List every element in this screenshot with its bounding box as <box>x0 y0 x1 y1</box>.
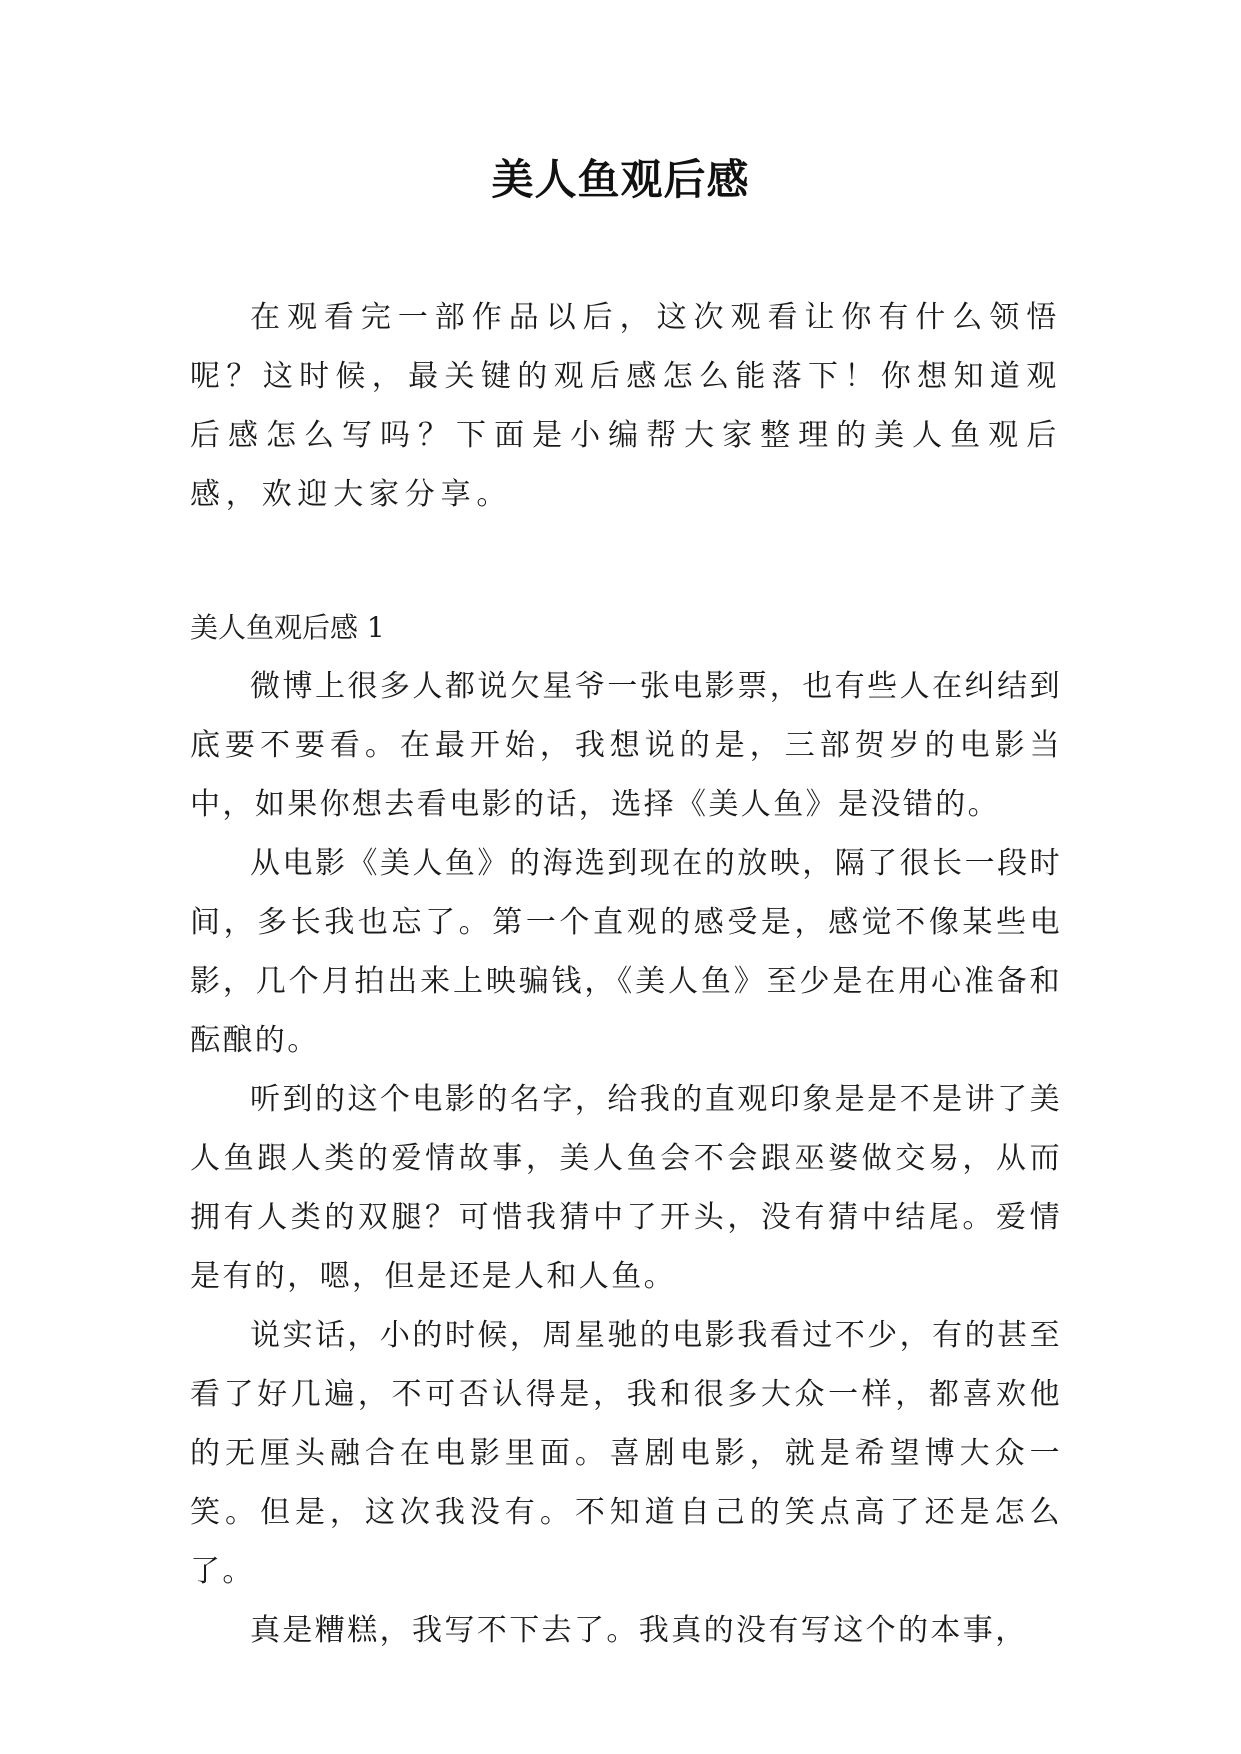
body-paragraph: 听到的这个电影的名字，给我的直观印象是是不是讲了美人鱼跟人类的爱情故事，美人鱼会不会跟巫婆做交易，从而拥有人类的双腿？可惜我猜中了开头，没有猜中结尾。爱情是有的，嗯，但是还是人和人鱼。 <box>190 1082 1062 1294</box>
body-paragraph: 微博上很多人都说欠星爷一张电影票，也有些人在纠结到底要不要看。在最开始，我想说的是，三部贺岁的电影当中，如果你想去看电影的话，选择《美人鱼》是没错的。 <box>190 669 1062 822</box>
document-title: 美人鱼观后感 <box>491 155 750 204</box>
section-heading: 美人鱼观后感 1 <box>190 611 385 644</box>
body-paragraph: 说实话，小的时候，周星驰的电影我看过不少，有的甚至看了好几遍，不可否认得是，我和很多大众一样，都喜欢他的无厘头融合在电影里面。喜剧电影，就是希望博大众一笑。但是，这次我没有。不知道自己的笑点高了还是怎么了。 <box>190 1318 1062 1589</box>
document-body <box>190 288 1062 1660</box>
body-paragraph: 从电影《美人鱼》的海选到现在的放映，隔了很长一段时间，多长我也忘了。第一个直观的感受是，感觉不像某些电影，几个月拍出来上映骗钱，《美人鱼》至少是在用心准备和酝酿的。 <box>190 846 1062 1058</box>
section-1 <box>190 598 1062 1660</box>
body-paragraph: 真是糟糕，我写不下去了。我真的没有写这个的本事， <box>250 1613 1028 1648</box>
intro-paragraph: 在观看完一部作品以后，这次观看让你有什么领悟呢？这时候，最关键的观后感怎么能落下！你想知道观后感怎么写吗？下面是小编帮大家整理的美人鱼观后感，欢迎大家分享。 <box>190 300 1062 512</box>
